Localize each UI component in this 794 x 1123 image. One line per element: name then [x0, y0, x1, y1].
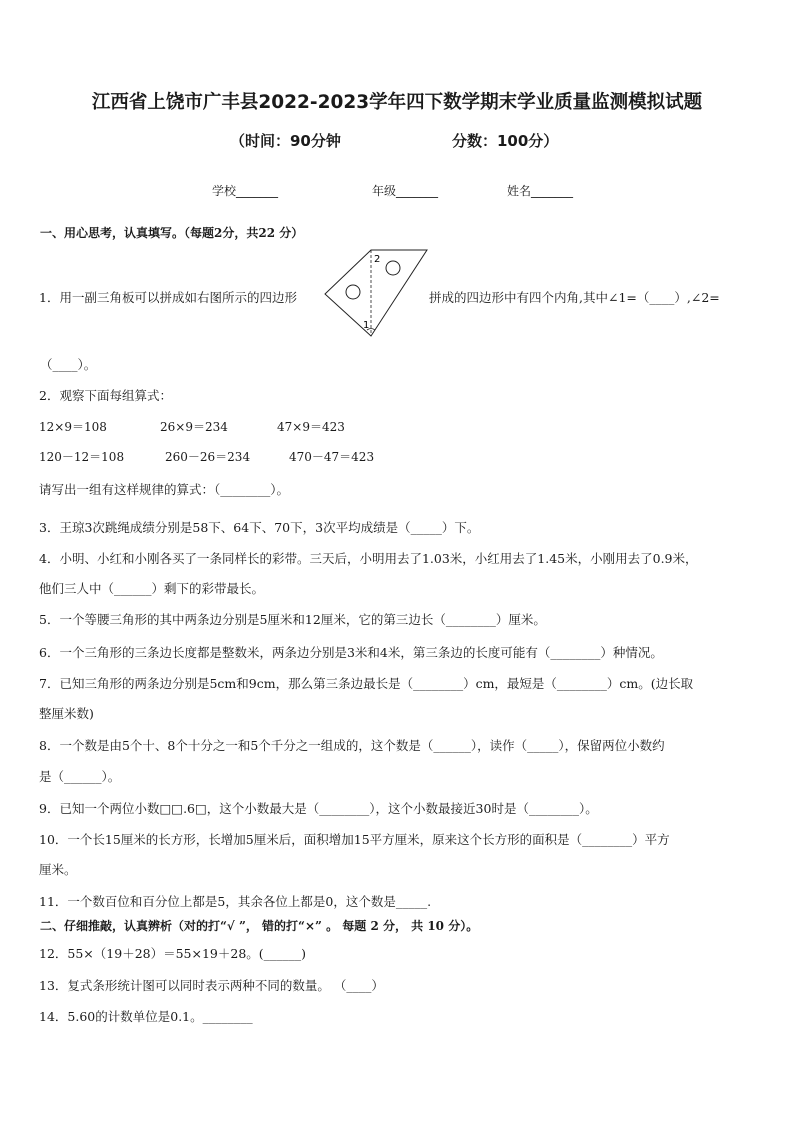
q4-text-2: 他们三人中（______）剩下的彩带最长。 [39, 581, 265, 596]
q10-text-1: 10．一个长15厘米的长方形，长增加5厘米后，面积增加15平方厘米，原来这个长方形的面积是（________）平方 [39, 832, 670, 847]
name-field[interactable]: 姓名_______ [507, 184, 574, 198]
q2-ask: 请写出一组有这样规律的算式：（________）。 [39, 482, 290, 497]
circle-lower [346, 285, 360, 299]
q8-text-1: 8．一个数是由5个十、8个十分之一和5个千分之一组成的，这个数是（______），读作（_____），保留两位小数约 [39, 738, 665, 753]
q14-text: 14．5.60的计数单位是0.1。________ [39, 1009, 253, 1024]
q2-calc: 47×9＝423 [277, 420, 345, 434]
angle-2-label: 2 [374, 254, 381, 265]
q2-calc: 470－47＝423 [289, 450, 375, 464]
page-title: 江西省上饶市广丰县2022-2023学年四下数学期末学业质量监测模拟试题 [91, 92, 703, 113]
time-limit: （时间：90分钟 [230, 132, 341, 150]
q1-text-a: 1．用一副三角板可以拼成如右图所示的四边形 [39, 290, 297, 305]
q12-text: 12．55×（19＋28）＝55×19＋28。(______) [39, 946, 307, 961]
q9-text: 9．已知一个两位小数□□.6□，这个小数最大是（________），这个小数最接近30时是（________）。 [39, 801, 598, 816]
student-info [0, 182, 794, 200]
q2-calc: 260－26＝234 [165, 450, 251, 464]
q3-text: 3．王琼3次跳绳成绩分别是58下、64下、70下，3次平均成绩是（_____）下。 [39, 520, 480, 535]
q8-text-2: 是（______）。 [39, 769, 121, 784]
q7-text-1: 7．已知三角形的两条边分别是5cm和9cm，那么第三条边最长是（________）cm，最短是（________）cm。(边长取 [39, 676, 694, 691]
q13-text: 13．复式条形统计图可以同时表示两种不同的数量。 （____） [39, 978, 384, 993]
q5-text: 5．一个等腰三角形的其中两条边分别是5厘米和12厘米，它的第三边长（________）厘米。 [39, 612, 546, 627]
q11-text: 11．一个数百位和百分位上都是5，其余各位上都是0，这个数是_____. [39, 894, 432, 909]
exam-meta [0, 130, 794, 150]
q4-text-1: 4．小明、小红和小刚各买了一条同样长的彩带。三天后，小明用去了1.03米，小红用去了1.45米，小刚用去了0.9米， [39, 551, 698, 566]
q2-intro: 2．观察下面每组算式： [39, 388, 172, 403]
grade-field[interactable]: 年级_______ [372, 184, 439, 198]
q2-calc: 120－12＝108 [39, 450, 125, 464]
section-2-heading: 二、仔细推敲，认真辨析（对的打“√ ”， 错的打“×” 。 每题 2 分， 共 10 分）。 [40, 919, 479, 933]
q2-calc: 26×9＝234 [160, 420, 228, 434]
school-field[interactable]: 学校_______ [212, 184, 279, 198]
q1-text-b: 拼成的四边形中有四个内角,其中∠1=（____）,∠2= [429, 290, 720, 305]
q10-text-2: 厘米。 [39, 862, 77, 877]
q7-text-2: 整厘米数) [39, 706, 94, 721]
circle-upper [386, 261, 400, 275]
total-score: 分数：100分） [452, 132, 559, 150]
q1-text-c: （____）。 [40, 357, 97, 372]
quadrilateral-figure [323, 248, 433, 340]
q6-text: 6．一个三角形的三条边长度都是整数米，两条边分别是3米和4米，第三条边的长度可能有（________）种情况。 [39, 645, 663, 660]
q2-calc: 12×9＝108 [39, 420, 107, 434]
angle-1-label: 1 [363, 320, 370, 331]
section-1-heading: 一、用心思考，认真填写。（每题2分，共22 分） [40, 226, 304, 240]
